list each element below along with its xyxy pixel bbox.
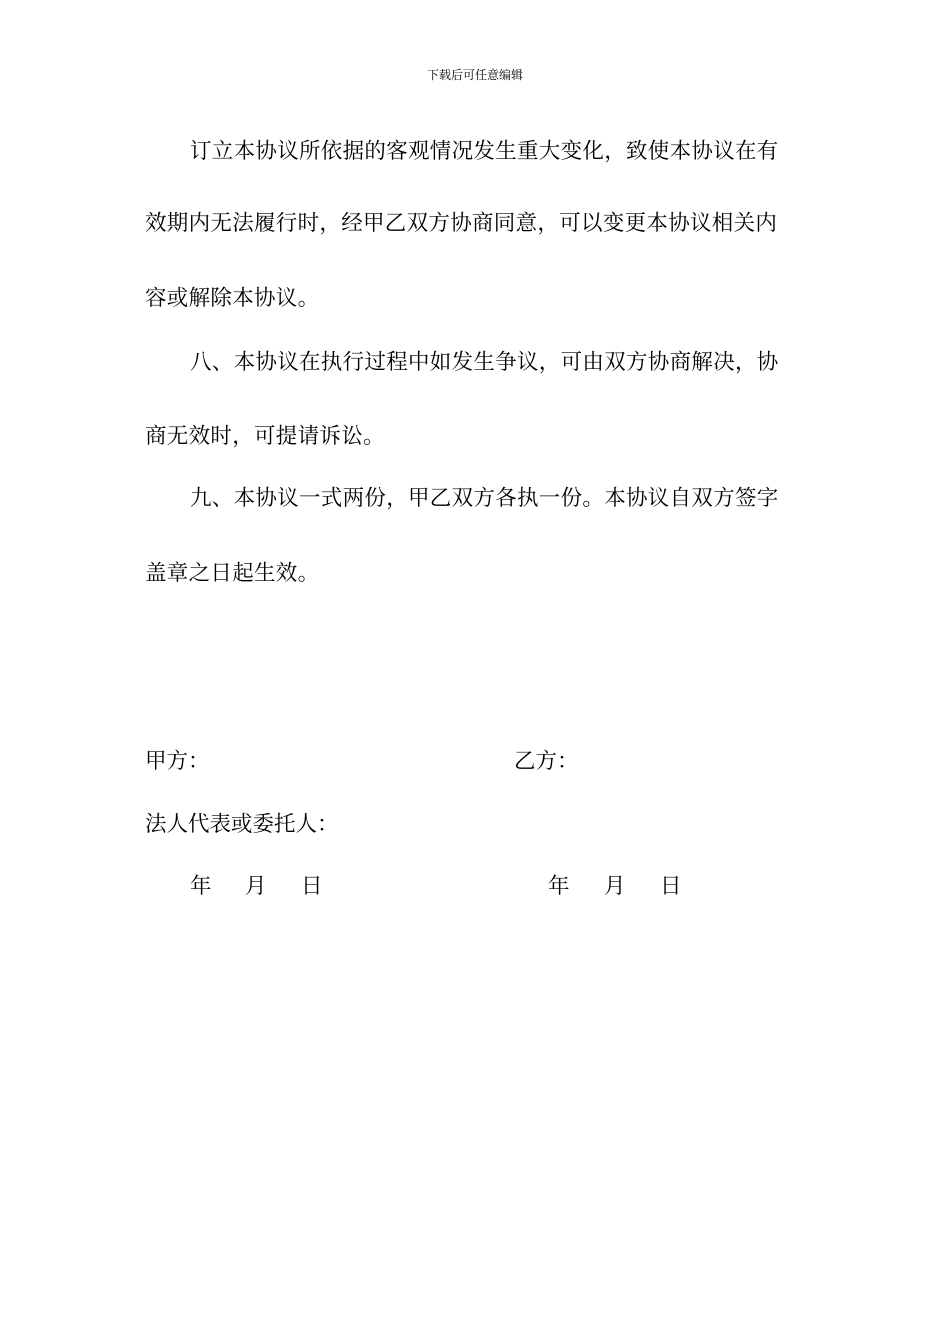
paragraph-line: 商无效时，可提请诉讼。 xyxy=(145,424,385,449)
paragraph-line: 九、本协议一式两份，甲乙双方各执一份。本协议自双方签字 xyxy=(190,486,779,511)
page-header: 下载后可任意编辑 xyxy=(426,68,523,82)
party-b-label: 乙方： xyxy=(514,749,579,774)
representative-label: 法人代表或委托人： xyxy=(145,812,339,837)
party-a-label: 甲方： xyxy=(145,749,210,774)
date-b-day: 日 xyxy=(660,874,682,899)
paragraph-line: 盖章之日起生效。 xyxy=(145,561,320,586)
date-b-month: 月 xyxy=(604,874,626,899)
paragraph-line: 效期内无法履行时，经甲乙双方协商同意，可以变更本协议相关内 xyxy=(145,211,778,236)
date-b-year: 年 xyxy=(548,874,570,899)
paragraph-line: 八、本协议在执行过程中如发生争议，可由双方协商解决，协 xyxy=(190,350,779,375)
paragraph-line: 容或解除本协议。 xyxy=(145,286,320,311)
date-a-year: 年 xyxy=(190,874,212,899)
date-a-month: 月 xyxy=(245,874,267,899)
paragraph-line: 订立本协议所依据的客观情况发生重大变化，致使本协议在有 xyxy=(190,139,779,164)
date-a-day: 日 xyxy=(301,874,323,899)
